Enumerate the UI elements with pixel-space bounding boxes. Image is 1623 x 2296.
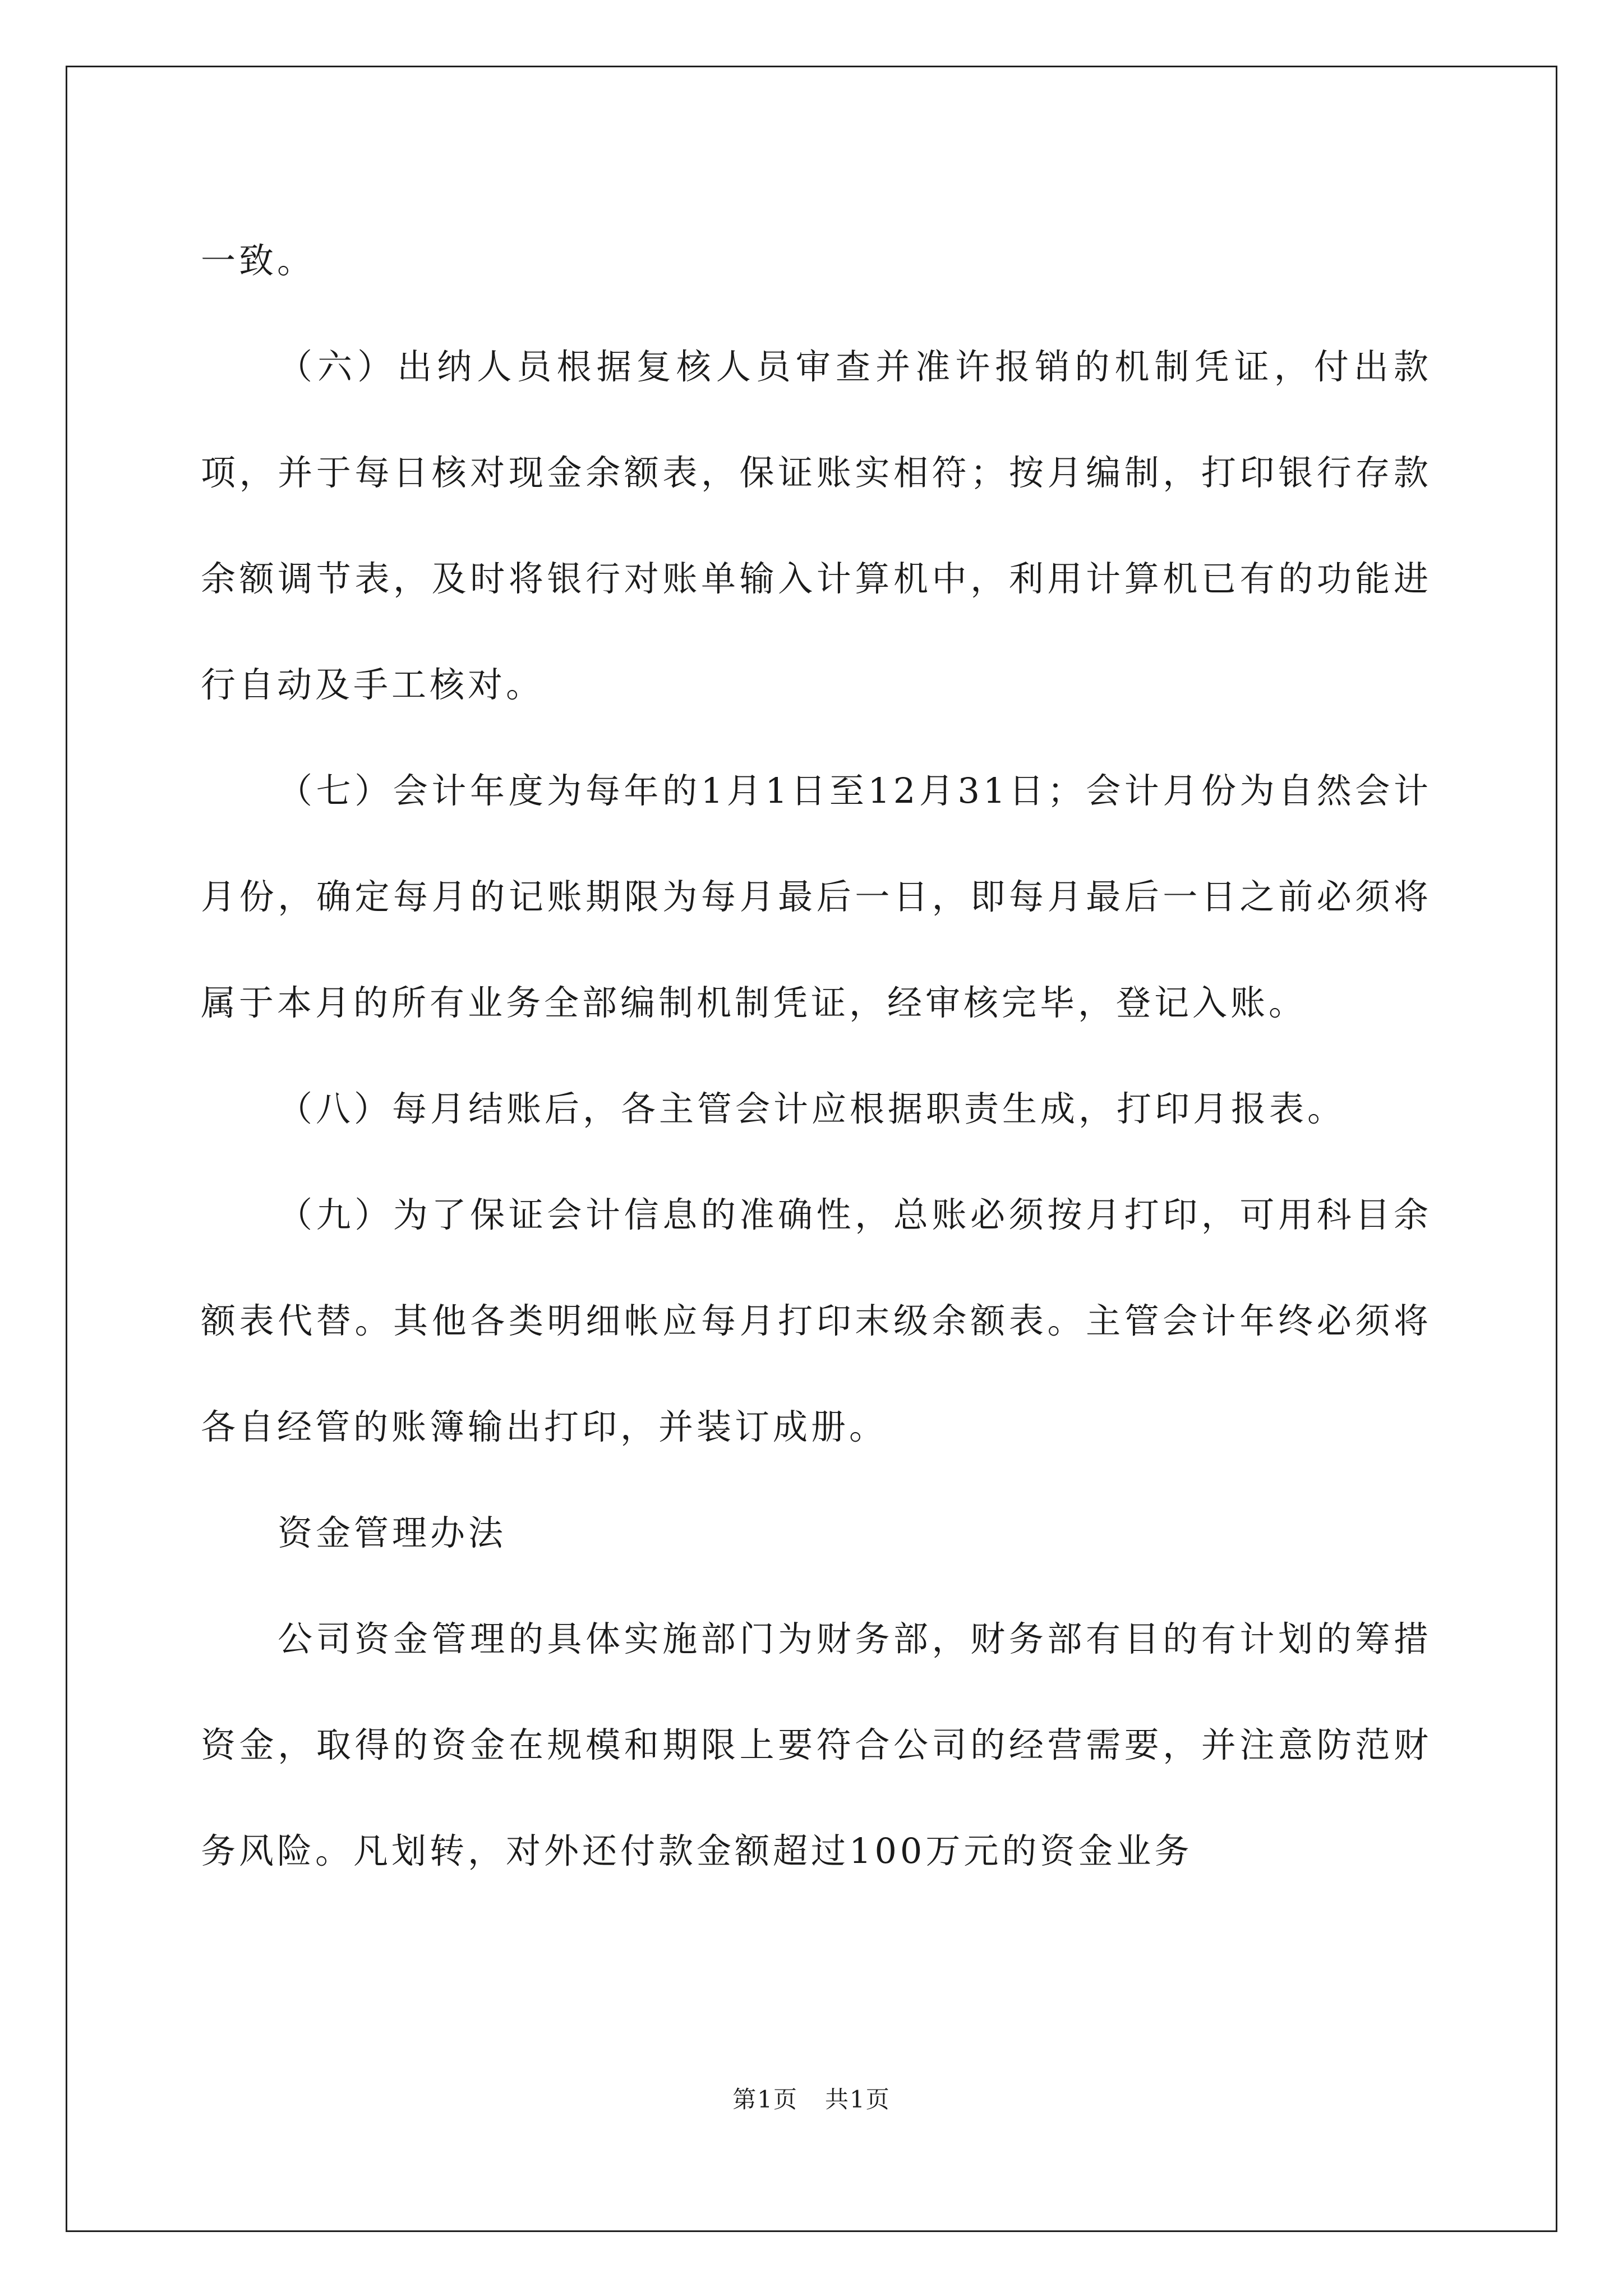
paragraph-fund-management: 公司资金管理的具体实施部门为财务部，财务部有目的有计划的筹措资金，取得的资金在规模和期限上要符合公司的经营需要，并注意防范财务风险。凡划转，对外还付款金额超过100万元的资金业务 — [201, 1618, 1432, 1871]
page-footer — [0, 2081, 1623, 2115]
paragraph-item-six: （六）出纳人员根据复核人员审查并准许报销的机制凭证，付出款项，并于每日核对现金余额表，保证账实相符；按月编制，打印银行存款余额调节表，及时将银行对账单输入计算机中，利用计算机已有的功能进行自动及手工核对。 — [201, 346, 1432, 705]
page-number: 第1页 — [732, 2086, 798, 2113]
paragraph-item-nine: （九）为了保证会计信息的准确性，总账必须按月打印，可用科目余额表代替。其他各类明细帐应每月打印末级余额表。主管会计年终必须将各自经管的账簿输出打印，并装订成册。 — [201, 1194, 1432, 1447]
paragraph-item-eight: （八）每月结账后，各主管会计应根据职责生成，打印月报表。 — [278, 1088, 1346, 1129]
section-heading: 资金管理办法 — [278, 1512, 507, 1553]
page-total: 共1页 — [825, 2086, 891, 2113]
paragraph-continuation: 一致。 — [201, 240, 316, 281]
paragraph-item-seven: （七）会计年度为每年的1月1日至12月31日；会计月份为自然会计月份，确定每月的记账期限为每月最后一日，即每月最后一日之前必须将属于本月的所有业务全部编制机制凭证，经审核完毕，登记入账。 — [201, 770, 1432, 1023]
document-body — [201, 208, 1432, 1904]
